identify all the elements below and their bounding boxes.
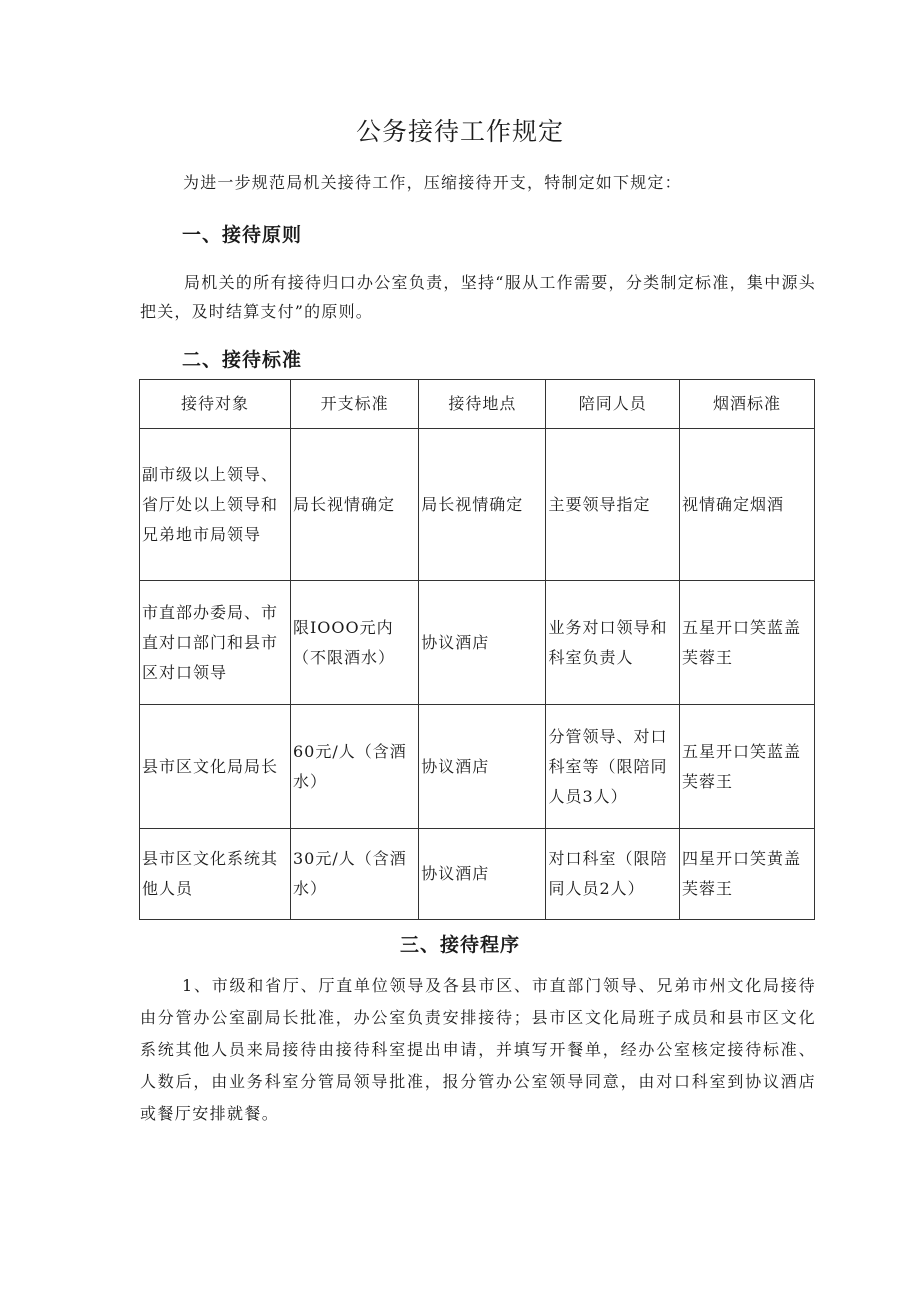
- table-header-row: [140, 380, 815, 429]
- table-cell: 县市区文化系统其他人员: [140, 829, 291, 920]
- table-row: [140, 581, 815, 705]
- table-cell: 协议酒店: [419, 581, 546, 705]
- table-cell: 分管领导、对口科室等（限陪同人员3人）: [546, 705, 680, 829]
- table-cell: 五星开口笑蓝盖芙蓉王: [680, 581, 815, 705]
- table-cell: 对口科室（限陪同人员2人）: [546, 829, 680, 920]
- table-cell: 四星开口笑黄盖芙蓉王: [680, 829, 815, 920]
- procedure-paragraph: 1、市级和省厅、厅直单位领导及各县市区、市直部门领导、兄弟市州文化局接待由分管办公室副局长批准，办公室负责安排接待；县市区文化局班子成员和县市区文化系统其他人员来局接待由接待科室提出申请，并填写开餐单，经办公室核定接待标准、人数后，由业务科室分管局领导批准，报分管办公室领导同意，由对口科室到协议酒店或餐厅安排就餐。: [140, 976, 816, 1123]
- section-heading-principles: 一、接待原则: [182, 224, 303, 246]
- intro-paragraph: 为进一步规范局机关接待工作，压缩接待开支，特制定如下规定：: [183, 173, 682, 192]
- principles-paragraph: 局机关的所有接待归口办公室负责，坚持“服从工作需要，分类制定标准，集中源头把关，及时结算支付”的原则。: [140, 273, 816, 321]
- table-cell: 协议酒店: [419, 705, 546, 829]
- table-cell: 五星开口笑蓝盖芙蓉王: [680, 705, 815, 829]
- section-heading-procedure: 三、接待程序: [399, 934, 520, 956]
- table-cell: 业务对口领导和科室负责人: [546, 581, 680, 705]
- table-cell: 县市区文化局局长: [140, 705, 291, 829]
- table-row: [140, 705, 815, 829]
- table-row: [140, 829, 815, 920]
- table-header-cell: 烟酒标准: [680, 380, 815, 429]
- table-cell: 视情确定烟酒: [680, 429, 815, 581]
- table-header-cell: 陪同人员: [546, 380, 680, 429]
- standards-table: [139, 379, 815, 920]
- page-title: 公务接待工作规定: [355, 117, 564, 146]
- table-cell: 局长视情确定: [419, 429, 546, 581]
- table-header-cell: 接待对象: [140, 380, 291, 429]
- table-cell: 局长视情确定: [290, 429, 418, 581]
- table-cell: 协议酒店: [419, 829, 546, 920]
- table-cell: 限IOOO元内（不限酒水）: [290, 581, 418, 705]
- table-header-cell: 接待地点: [419, 380, 546, 429]
- section-heading-standards: 二、接待标准: [182, 349, 303, 371]
- table-header-cell: 开支标准: [290, 380, 418, 429]
- table-cell: 30元/人（含酒水）: [290, 829, 418, 920]
- table-row: [140, 429, 815, 581]
- table-cell: 60元/人（含酒水）: [290, 705, 418, 829]
- table-cell: 副市级以上领导、省厅处以上领导和兄弟地市局领导: [140, 429, 291, 581]
- table-cell: 主要领导指定: [546, 429, 680, 581]
- table-cell: 市直部办委局、市直对口部门和县市区对口领导: [140, 581, 291, 705]
